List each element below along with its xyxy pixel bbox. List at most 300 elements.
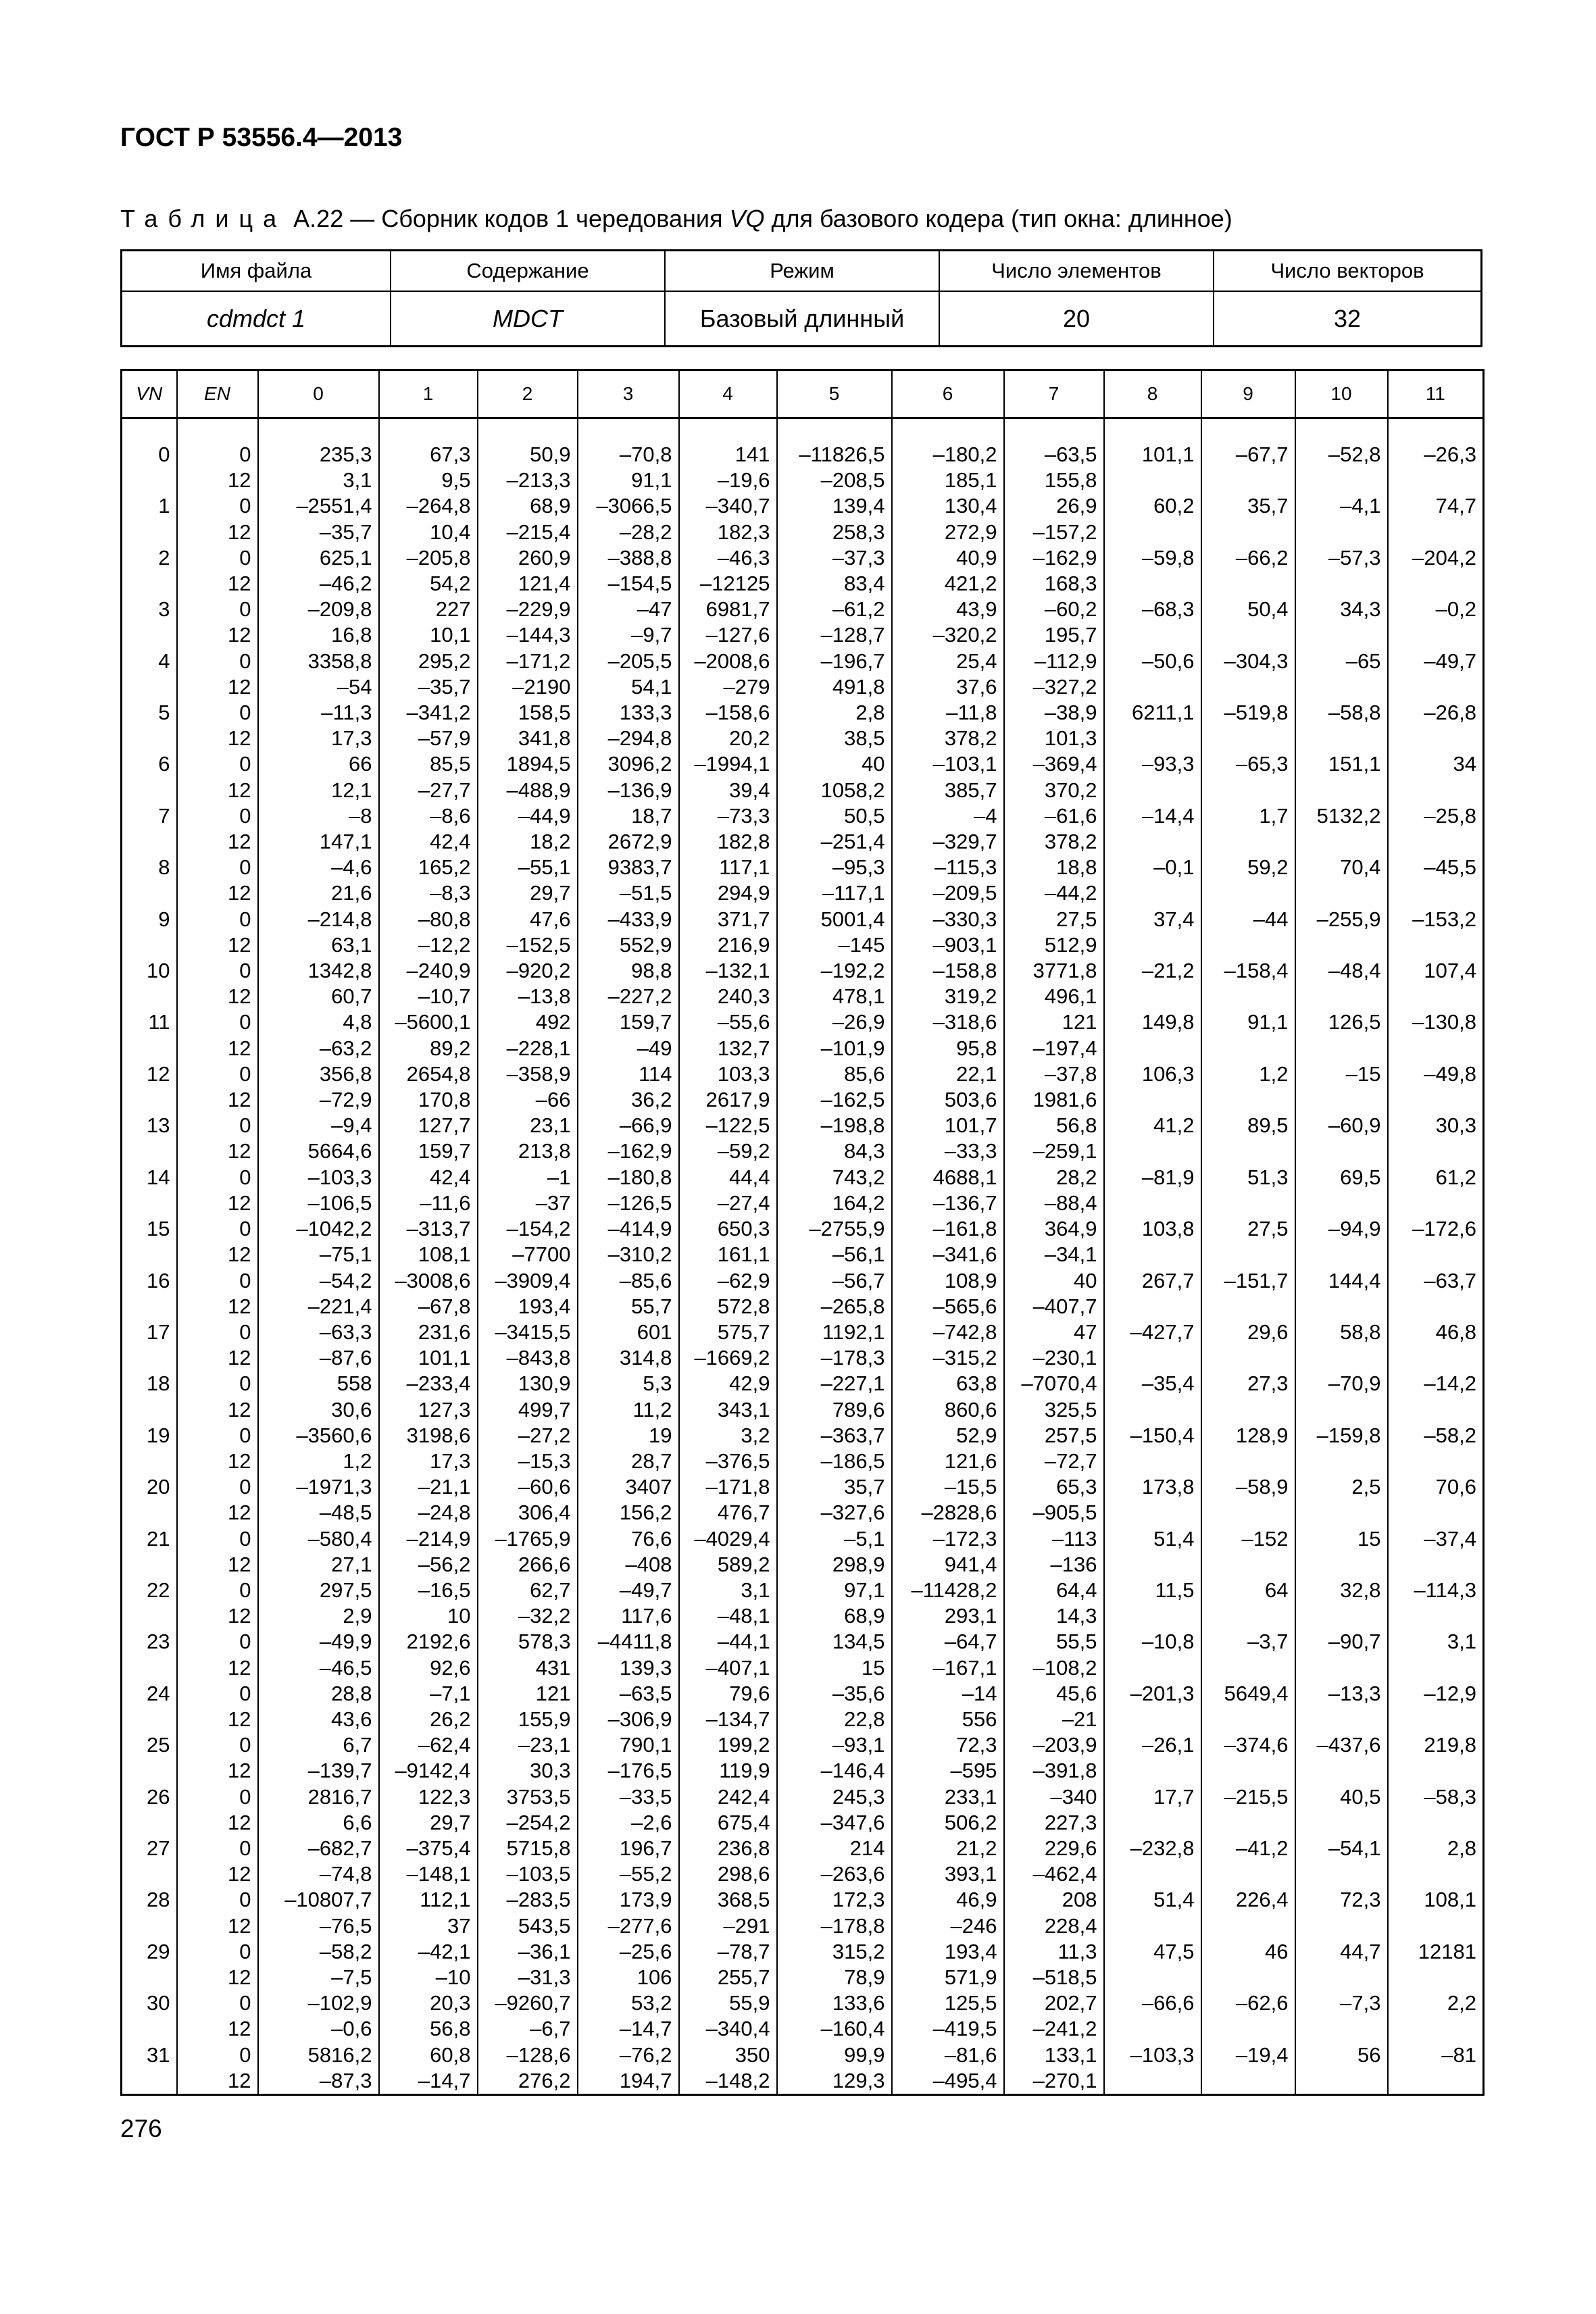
- cell-value-en12: [122, 880, 170, 906]
- cell-value-en12: –139,7: [307, 1759, 372, 1783]
- cell-value-en12: [1389, 1397, 1477, 1423]
- cell-value: 790,1: [619, 1733, 672, 1757]
- cell-value: 14: [147, 1165, 170, 1189]
- cell-value-en12: [1296, 984, 1381, 1009]
- cell-value-en12: [1296, 1036, 1381, 1061]
- cell-value: 0: [239, 1268, 251, 1292]
- cell-value-en12: –21: [1062, 1707, 1097, 1731]
- cell-value: 17,7: [1153, 1784, 1195, 1809]
- cell-value: –65,3: [1235, 752, 1289, 776]
- cell-value: 219,8: [1424, 1733, 1476, 1757]
- cell-value: –161,8: [932, 1217, 997, 1241]
- cell-value-en12: [1105, 1397, 1195, 1423]
- cell-value-en12: 168,3: [1044, 572, 1097, 596]
- cell-value: 0: [239, 443, 251, 466]
- cell-value: 158,5: [518, 701, 571, 725]
- cell-value: 0: [239, 1061, 251, 1086]
- cell-value-en12: 28,7: [631, 1449, 672, 1473]
- cell-value-en12: [122, 520, 170, 545]
- cell-value-en12: [1296, 622, 1381, 648]
- col-4: [679, 418, 777, 2095]
- cell-value-en12: 3,1: [343, 468, 372, 493]
- cell-value: 2192,6: [406, 1630, 471, 1654]
- cell-value: 46,9: [956, 1888, 997, 1912]
- cell-value-en12: [122, 778, 170, 803]
- cell-value-en12: –9,7: [631, 623, 672, 647]
- cell-value-en12: [1296, 1758, 1381, 1784]
- cell-value: 208: [1062, 1888, 1097, 1912]
- cell-value: –37,3: [832, 545, 885, 570]
- cell-value-en12: 12: [228, 2068, 251, 2092]
- cell-value: –196,7: [820, 649, 885, 673]
- cell-value-en12: [1389, 829, 1477, 855]
- cell-value-en12: [122, 1294, 170, 1319]
- cell-value: –41,2: [1235, 1836, 1289, 1860]
- cell-value: 29: [147, 1939, 170, 1963]
- cell-value: 59,2: [1247, 855, 1289, 880]
- cell-value: 492: [535, 1010, 571, 1034]
- cell-value: –7,3: [1340, 1991, 1381, 2015]
- cell-value-en12: –306,9: [607, 1707, 672, 1731]
- cell-value: –58,2: [319, 1939, 372, 1963]
- cell-value: –154,2: [506, 1217, 571, 1241]
- cell-value: –93,1: [832, 1733, 885, 1757]
- cell-value-en12: 38,5: [844, 726, 885, 751]
- cell-value: 19: [649, 1423, 672, 1447]
- cell-value: 3358,8: [307, 649, 372, 673]
- cell-value-en12: 185,1: [944, 468, 997, 493]
- cell-value-en12: 89,2: [430, 1036, 471, 1060]
- cell-value-en12: 255,7: [717, 1965, 770, 1989]
- cell-value-en12: 325,5: [1044, 1397, 1097, 1422]
- cell-value-en12: [1105, 622, 1195, 648]
- cell-value-en12: –157,2: [1032, 520, 1097, 544]
- cell-value-en12: –263,6: [820, 1862, 885, 1886]
- cell-value: –304,3: [1224, 649, 1289, 673]
- cell-value: –23,1: [518, 1733, 571, 1757]
- cell-value: –198,8: [820, 1113, 885, 1138]
- cell-value-en12: 37,6: [956, 674, 997, 699]
- cell-value: 28,2: [1056, 1165, 1097, 1189]
- cell-value-en12: 370,2: [1044, 778, 1097, 802]
- cell-value: –255,9: [1316, 907, 1381, 931]
- cell-value-en12: 132,7: [717, 1036, 770, 1060]
- cell-value-en12: 1,2: [343, 1449, 372, 1473]
- cell-value-en12: 12: [228, 2017, 251, 2041]
- cell-value-en12: 298,6: [717, 1862, 770, 1886]
- cell-value-en12: [122, 829, 170, 855]
- cell-value: 128,9: [1235, 1423, 1289, 1447]
- cell-value-en12: 421,2: [944, 572, 997, 596]
- cell-value: –5,1: [844, 1526, 885, 1551]
- cell-value-en12: –176,5: [607, 1759, 672, 1783]
- cell-value-en12: [1296, 571, 1381, 597]
- cell-value-en12: –63,2: [319, 1036, 372, 1060]
- cell-value: 64,4: [1056, 1578, 1097, 1602]
- cell-value-en12: [1389, 1500, 1477, 1526]
- cell-value: 0: [239, 1113, 251, 1138]
- cell-value-en12: [1202, 726, 1289, 751]
- cell-value: –15: [1345, 1061, 1381, 1086]
- cell-value-en12: [1105, 674, 1195, 700]
- cell-value: 97,1: [844, 1578, 885, 1602]
- cell-value-en12: [1202, 2068, 1289, 2094]
- cell-value: 5: [158, 701, 170, 725]
- cell-value-en12: –152,5: [506, 932, 571, 957]
- cell-value: 60,8: [430, 2042, 471, 2067]
- cell-value: –85,6: [619, 1268, 672, 1292]
- cell-value: 40,5: [1340, 1784, 1381, 1809]
- cell-value-en12: 129,3: [832, 2068, 885, 2092]
- cell-value-en12: –376,5: [705, 1449, 770, 1473]
- cell-value: 0: [239, 1319, 251, 1344]
- cell-value: 42,4: [430, 1165, 471, 1189]
- cell-value: 62,7: [530, 1578, 571, 1602]
- cell-value: 159,7: [619, 1010, 672, 1034]
- cell-value: –3560,6: [296, 1423, 372, 1447]
- cell-value: –375,4: [406, 1836, 471, 1860]
- cell-value-en12: 92,6: [430, 1655, 471, 1680]
- cell-value-en12: –12125: [700, 572, 770, 596]
- cell-value: 98,8: [631, 959, 672, 983]
- cell-value: –122,5: [705, 1113, 770, 1138]
- cell-value: 743,2: [832, 1165, 885, 1189]
- cell-value: –427,7: [1130, 1319, 1195, 1344]
- cell-value: –78,7: [717, 1939, 770, 1963]
- cell-value: 40: [862, 752, 885, 776]
- cell-value: 19: [147, 1423, 170, 1447]
- cell-value-en12: 164,2: [832, 1190, 885, 1215]
- cell-value: 202,7: [1044, 1991, 1097, 2015]
- cell-value: 10: [147, 959, 170, 983]
- cell-value-en12: [1105, 726, 1195, 751]
- cell-value: –58,8: [1328, 701, 1381, 725]
- cell-value: 23: [147, 1630, 170, 1654]
- cell-value-en12: –315,2: [932, 1346, 997, 1370]
- cell-value-en12: 240,3: [717, 984, 770, 1009]
- cell-value: 3,1: [1447, 1630, 1476, 1654]
- cell-value: –44,1: [717, 1630, 770, 1654]
- cell-value-en12: –6,7: [530, 2017, 571, 2041]
- cell-value: –130,8: [1412, 1010, 1476, 1034]
- cell-value-en12: 95,8: [956, 1036, 997, 1060]
- cell-value: –103,3: [1130, 2042, 1195, 2067]
- cell-value-en12: [1202, 674, 1289, 700]
- cell-value-en12: [1202, 1190, 1289, 1216]
- cell-value: 0: [239, 1217, 251, 1241]
- cell-value-en12: –495,4: [932, 2068, 997, 2092]
- cell-value-en12: [122, 1190, 170, 1216]
- meta-header-elements: Число элементов: [939, 251, 1214, 292]
- col-6: [892, 418, 1004, 2095]
- cell-value: –920,2: [506, 959, 571, 983]
- cell-value: –50,6: [1141, 649, 1195, 673]
- cell-value-en12: 22,8: [844, 1707, 885, 1731]
- cell-value-en12: –148,2: [705, 2068, 770, 2092]
- cell-value: 85,5: [430, 752, 471, 776]
- cell-value: 41,2: [1153, 1113, 1195, 1138]
- cell-value-en12: [1105, 1449, 1195, 1474]
- cell-value: –3,7: [1247, 1630, 1289, 1654]
- cell-value: –414,9: [607, 1217, 672, 1241]
- meta-header-file-name: Имя файла: [122, 251, 391, 292]
- cell-value-en12: 127,3: [418, 1397, 471, 1422]
- meta-header-vectors: Число векторов: [1214, 251, 1482, 292]
- cell-value: –115,3: [934, 855, 997, 880]
- cell-value-en12: 106: [637, 1965, 672, 1989]
- cell-value-en12: 101,3: [1044, 726, 1097, 751]
- cell-value-en12: [1389, 571, 1477, 597]
- cell-value-en12: [1296, 1294, 1381, 1319]
- cell-value-en12: –2828,6: [921, 1501, 997, 1525]
- cell-value: 0: [239, 1578, 251, 1602]
- cell-value: –172,3: [932, 1526, 997, 1551]
- cell-value-en12: [122, 1500, 170, 1526]
- cell-value-en12: [1202, 829, 1289, 855]
- cell-value: 5,3: [643, 1372, 672, 1396]
- cell-value-en12: [1202, 1449, 1289, 1474]
- cell-value: 16: [147, 1268, 170, 1292]
- cell-value: 2654,8: [406, 1061, 471, 1086]
- cell-value-en12: 147,1: [319, 830, 372, 854]
- cell-value: –369,4: [1032, 752, 1097, 776]
- cell-value: –340,7: [705, 494, 770, 518]
- cell-value: –204,2: [1412, 545, 1476, 570]
- cell-value-en12: –270,1: [1032, 2068, 1097, 2092]
- cell-value-en12: –48,1: [717, 1604, 770, 1628]
- cell-value-en12: 294,9: [717, 881, 770, 905]
- cell-value: –93,3: [1141, 752, 1195, 776]
- cell-value: –7070,4: [1021, 1372, 1097, 1396]
- cell-value-en12: [122, 571, 170, 597]
- cell-value: –11,3: [321, 701, 372, 725]
- cell-value: 172,3: [832, 1888, 885, 1912]
- cell-value: 46,8: [1435, 1319, 1476, 1344]
- cell-value-en12: –310,2: [607, 1242, 672, 1267]
- cell-value-en12: [1296, 1087, 1381, 1113]
- cell-value-en12: [122, 1138, 170, 1164]
- cell-value-en12: 12: [228, 1810, 251, 1834]
- cell-value: 0: [239, 1630, 251, 1654]
- cell-value: –330,3: [932, 907, 997, 931]
- cell-value-en12: –67,8: [418, 1294, 471, 1318]
- cell-value: –4: [974, 803, 997, 828]
- cell-value: –3008,6: [395, 1268, 471, 1292]
- cell-value-en12: 12: [228, 1501, 251, 1525]
- cell-value: 25,4: [956, 649, 997, 673]
- cell-value: 25: [147, 1733, 170, 1757]
- cell-value: –54,1: [1328, 1836, 1381, 1860]
- cell-value: 350: [734, 2042, 770, 2067]
- cell-value: 6: [158, 752, 170, 776]
- cell-value: 108,1: [1424, 1888, 1476, 1912]
- cell-value-en12: –148,1: [406, 1862, 471, 1886]
- cell-value: 0: [239, 701, 251, 725]
- document-header: ГОСТ Р 53556.4—2013: [120, 123, 403, 152]
- cell-value-en12: –843,8: [506, 1346, 571, 1370]
- cell-value-en12: 2,9: [343, 1604, 372, 1628]
- cell-value: 356,8: [319, 1061, 372, 1086]
- cell-value: 31: [147, 2042, 170, 2067]
- cell-value: 227: [435, 597, 471, 622]
- col-en: [177, 418, 258, 2095]
- cell-value: –180,2: [932, 443, 997, 466]
- col-vn: [122, 418, 177, 2095]
- cell-value-en12: –2,6: [631, 1810, 672, 1834]
- cell-value-en12: [1389, 1242, 1477, 1267]
- cell-value-en12: –35,7: [418, 674, 471, 699]
- meta-mode: Базовый длинный: [665, 291, 939, 347]
- cell-value-en12: –347,6: [820, 1810, 885, 1834]
- cell-value: 50,4: [1247, 597, 1289, 622]
- cell-value-en12: –160,4: [820, 2017, 885, 2041]
- cell-value: 60,2: [1153, 494, 1195, 518]
- cell-value: –340: [1050, 1784, 1097, 1809]
- cell-value: –3909,4: [495, 1268, 571, 1292]
- cell-value-en12: 2617,9: [705, 1088, 770, 1112]
- cell-value: 40: [1074, 1268, 1097, 1292]
- cell-value-en12: 121,6: [944, 1449, 997, 1473]
- cell-value: –19,4: [1235, 2042, 1289, 2067]
- cell-value-en12: [1296, 1707, 1381, 1732]
- cell-value-en12: [1202, 1500, 1289, 1526]
- cell-value-en12: –186,5: [820, 1449, 885, 1473]
- cell-value-en12: [1389, 1087, 1477, 1113]
- cell-value-en12: [1202, 1087, 1289, 1113]
- cell-value: 21,2: [956, 1836, 997, 1860]
- cell-value: 53,2: [631, 1991, 672, 2015]
- col-3: [578, 418, 679, 2095]
- cell-value-en12: [1105, 1861, 1195, 1887]
- cell-value-en12: 2672,9: [607, 830, 672, 854]
- cell-value-en12: –408: [625, 1552, 672, 1576]
- cell-value-en12: [1105, 1036, 1195, 1061]
- cell-value: 27,5: [1056, 907, 1097, 931]
- cell-value: 0: [239, 1784, 251, 1809]
- cell-value-en12: [1202, 1552, 1289, 1578]
- cell-value-en12: [1105, 468, 1195, 493]
- cell-value: –209,8: [307, 597, 372, 622]
- cell-value: –103,1: [932, 752, 997, 776]
- cell-value: –63,5: [619, 1681, 672, 1705]
- cell-value: 55,5: [1056, 1630, 1097, 1654]
- cell-value-en12: [1105, 1138, 1195, 1164]
- cell-value: 235,3: [319, 443, 372, 466]
- cell-value: 0: [239, 2042, 251, 2067]
- cell-value-en12: –294,8: [607, 726, 672, 751]
- cell-value: –62,4: [418, 1733, 471, 1757]
- cell-value: –1: [547, 1165, 571, 1189]
- cell-value-en12: [122, 984, 170, 1009]
- cell-value: –26,1: [1141, 1733, 1195, 1757]
- cell-value-en12: –903,1: [932, 932, 997, 957]
- cell-value: –14: [962, 1681, 997, 1705]
- cell-value: 0: [239, 649, 251, 673]
- cell-value-en12: 15: [862, 1655, 885, 1680]
- cell-value: 371,7: [717, 907, 770, 931]
- cell-value: –59,8: [1141, 545, 1195, 570]
- cell-value: 578,3: [518, 1630, 571, 1654]
- cell-value-en12: [1202, 1242, 1289, 1267]
- cell-value-en12: –33,3: [944, 1139, 997, 1163]
- cell-value: 2,8: [1447, 1836, 1476, 1860]
- cell-value-en12: –56,1: [832, 1242, 885, 1267]
- cell-value: –81,6: [944, 2042, 997, 2067]
- cell-value: 79,6: [729, 1681, 770, 1705]
- cell-value-en12: 18,2: [530, 830, 571, 854]
- cell-value: 11: [148, 1010, 170, 1034]
- cell-value-en12: –49: [637, 1036, 672, 1060]
- col-header-11: 11: [1388, 370, 1484, 418]
- cell-value-en12: 12: [228, 623, 251, 647]
- cell-value-en12: –28,2: [619, 520, 672, 544]
- cell-value: 0: [239, 1681, 251, 1705]
- caption-word: Таблица: [120, 205, 287, 232]
- cell-value-en12: 139,3: [619, 1655, 672, 1680]
- cell-value-en12: 83,4: [844, 572, 885, 596]
- cell-value-en12: 496,1: [1044, 984, 1097, 1009]
- cell-value-en12: [1389, 622, 1477, 648]
- cell-value-en12: [1296, 1242, 1381, 1267]
- cell-value-en12: –76,5: [319, 1913, 372, 1938]
- cell-value-en12: [122, 1552, 170, 1578]
- cell-value-en12: –341,6: [932, 1242, 997, 1267]
- cell-value: 108,9: [944, 1268, 997, 1292]
- cell-value-en12: [1389, 674, 1477, 700]
- cell-value: 7: [158, 803, 170, 828]
- cell-value-en12: [122, 932, 170, 958]
- cell-value: 134,5: [832, 1630, 885, 1654]
- cell-value-en12: [1105, 829, 1195, 855]
- cell-value: 295,2: [418, 649, 471, 673]
- cell-value: 0: [239, 494, 251, 518]
- col-header-6: 6: [892, 370, 1004, 418]
- cell-value: 4: [158, 649, 170, 673]
- cell-value-en12: 860,6: [944, 1397, 997, 1422]
- cell-value: –205,8: [406, 545, 471, 570]
- cell-value-en12: [1296, 1861, 1381, 1887]
- cell-value-en12: –246: [950, 1913, 997, 1938]
- cell-value-en12: [1202, 571, 1289, 597]
- cell-value-en12: 155,9: [518, 1707, 571, 1731]
- cell-value-en12: –167,1: [932, 1655, 997, 1680]
- cell-value: 364,9: [1044, 1217, 1097, 1241]
- cell-value: –10807,7: [284, 1888, 372, 1912]
- cell-value: –73,3: [717, 803, 770, 828]
- cell-value-en12: –14,7: [418, 2068, 471, 2092]
- cell-value-en12: [1389, 1449, 1477, 1474]
- cell-value-en12: –228,1: [506, 1036, 571, 1060]
- cell-value: 5001,4: [820, 907, 885, 931]
- cell-value-en12: 42,4: [430, 830, 471, 854]
- cell-value-en12: [1296, 880, 1381, 906]
- meta-vectors: 32: [1214, 291, 1482, 347]
- cell-value: –162,9: [1032, 545, 1097, 570]
- cell-value-en12: 30,3: [530, 1759, 571, 1783]
- data-table: [120, 369, 1485, 2096]
- cell-value-en12: 12: [228, 1707, 251, 1731]
- cell-value: 44,4: [729, 1165, 770, 1189]
- cell-value-en12: –44,2: [1044, 881, 1097, 905]
- cell-value-en12: 54,2: [430, 572, 471, 596]
- cell-value-en12: –905,5: [1032, 1501, 1097, 1525]
- cell-value-en12: 12: [228, 1294, 251, 1318]
- cell-value-en12: 101,1: [418, 1346, 471, 1370]
- cell-value-en12: [1296, 2016, 1381, 2042]
- cell-value: –44,9: [518, 803, 571, 828]
- cell-value-en12: 17,3: [430, 1449, 471, 1473]
- cell-value: 27: [147, 1836, 170, 1860]
